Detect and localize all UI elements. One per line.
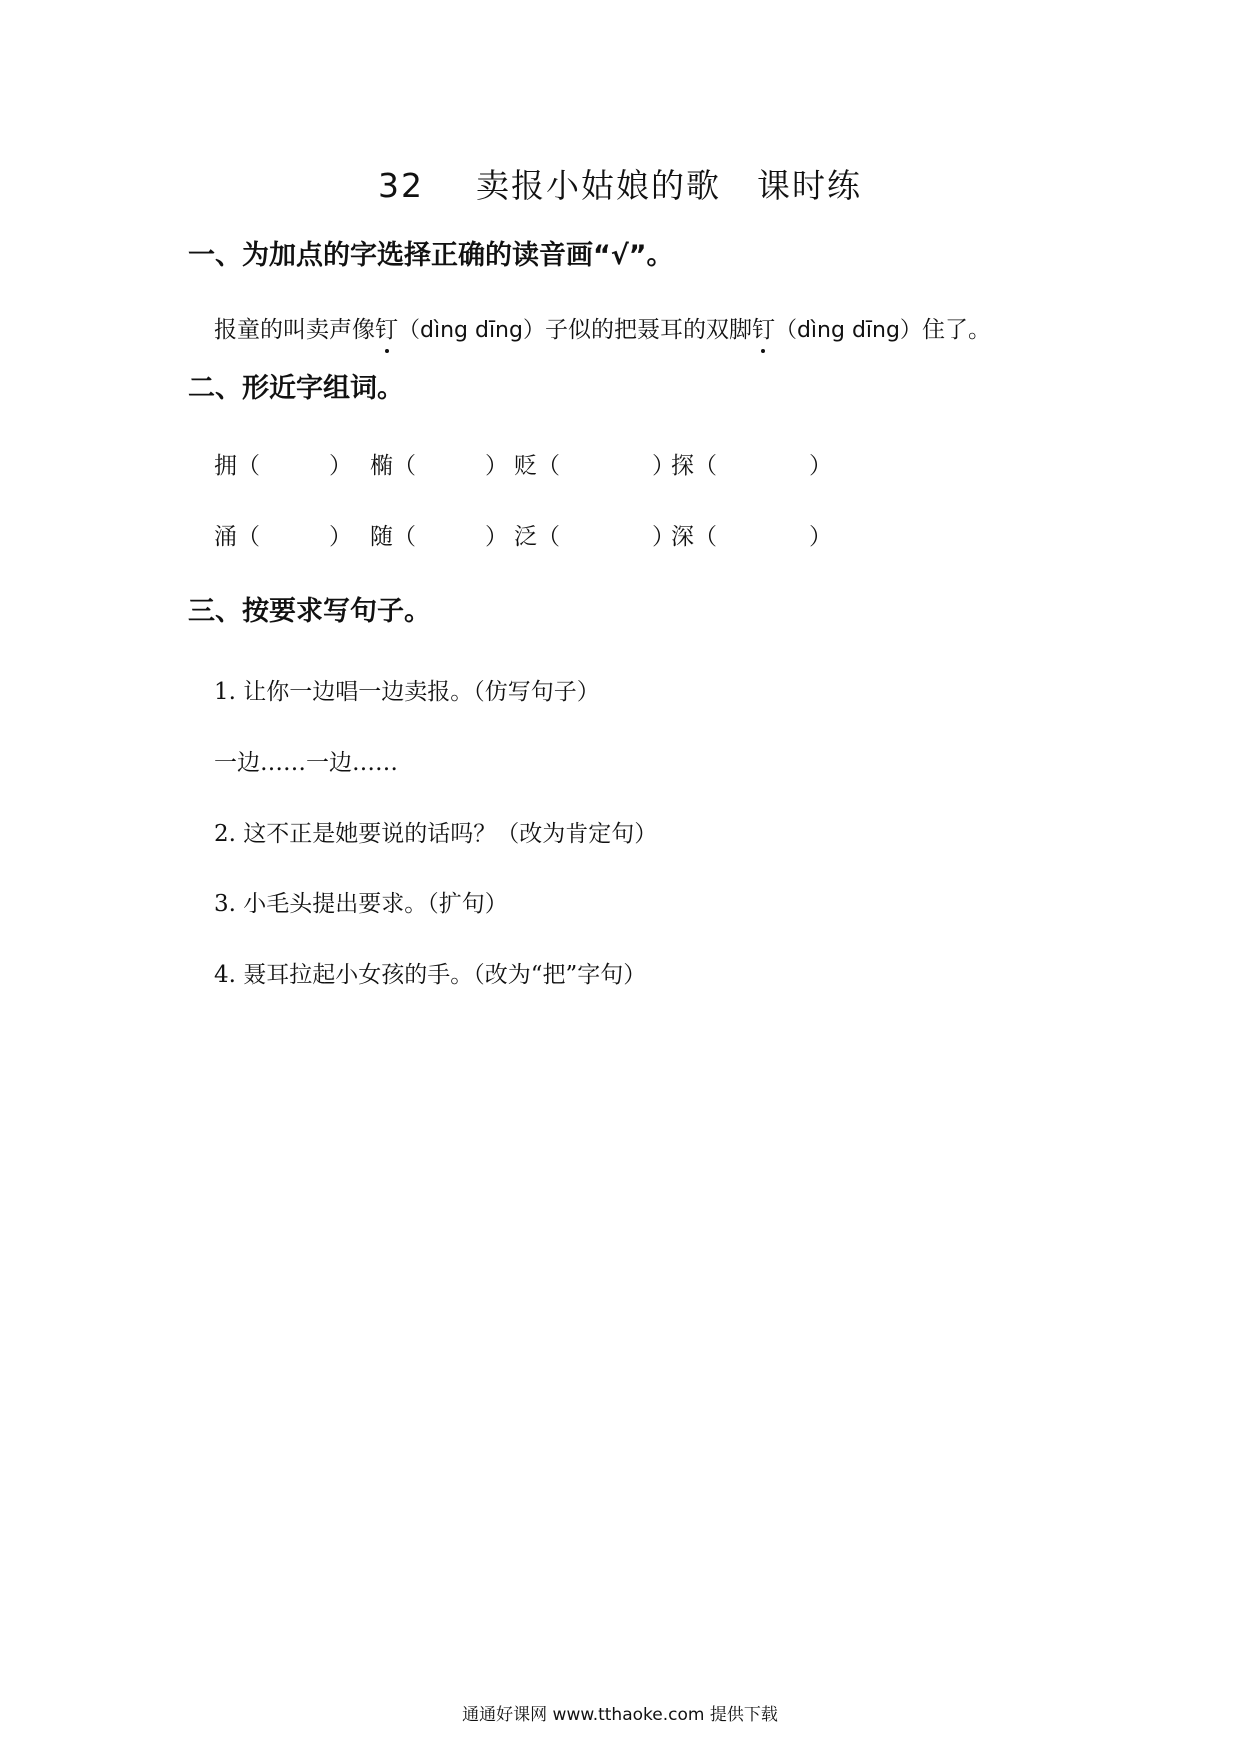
lesson-subtitle: 课时练	[757, 166, 862, 205]
question-1: 1. 让你一边唱一边卖报。（仿写句子）	[214, 679, 600, 705]
word-cell: 深（ ）	[671, 524, 832, 550]
dotted-char-1: 钉	[375, 311, 398, 344]
pinyin-options-2: （dìng dīng）	[774, 318, 922, 343]
sentence-part-1: 报童的叫卖声像	[214, 317, 375, 343]
lesson-name: 卖报小姑娘的歌	[476, 166, 721, 205]
word-cell: 涌（ ）	[214, 524, 352, 550]
question-4: 4. 聂耳拉起小女孩的手。（改为“把”字句）	[214, 962, 647, 988]
footer-credit: 通通好课网 www.tthaoke.com 提供下载	[462, 1705, 778, 1725]
word-cell: 泛（ ）	[514, 524, 675, 550]
page-title	[0, 160, 1240, 207]
section2-heading: 二、形近字组词。	[188, 373, 404, 404]
question-3: 3. 小毛头提出要求。（扩句）	[214, 891, 508, 917]
word-cell: 随（ ）	[370, 524, 508, 550]
word-cell: 探（ ）	[671, 453, 832, 479]
pinyin-options-1: （dìng dīng）	[398, 318, 545, 343]
section1-heading: 一、为加点的字选择正确的读音画“√”。	[188, 240, 674, 271]
section3-heading: 三、按要求写句子。	[188, 596, 431, 627]
dotted-char-2: 钉	[752, 311, 775, 344]
question-1-hint: 一边……一边……	[214, 750, 398, 776]
question-2: 2. 这不正是她要说的话吗？（改为肯定句）	[214, 821, 658, 847]
word-cell: 拥（ ）	[214, 453, 352, 479]
sentence-part-3: 住了。	[921, 317, 991, 343]
pinyin-sentence	[214, 311, 991, 344]
sentence-part-2: 子似的把聂耳的双脚	[544, 317, 752, 343]
lesson-number: 32	[378, 166, 424, 205]
word-cell: 贬（ ）	[514, 453, 675, 479]
word-cell: 椭（ ）	[370, 453, 508, 479]
